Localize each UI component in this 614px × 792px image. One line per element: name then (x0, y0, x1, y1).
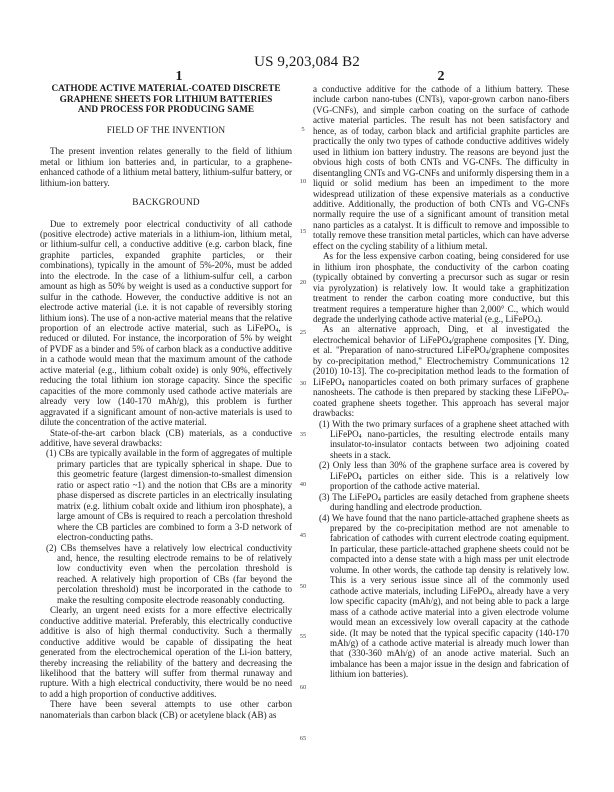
line-number: 50 (299, 583, 307, 590)
line-number: 65 (299, 735, 307, 742)
list-item: (2) Only less than 30% of the graphene surface area is covered by LiFePO$_4$ particles on either side. This is a relatively low proportion of the cathode active material. (319, 460, 569, 492)
paragraph: Clearly, an urgent need exists for a more effective electrically conductive additive material. Preferably, this electrically conductive additive is also of high thermal conductivity. Such a thermally conductive additive would be capable of dissipating the heat generated from the electrochemical operation of the Li-ion battery, thereby increasing the reliability of the battery and decreasing the likelihood that the battery will suffer from thermal runaway and rupture. With a high electrical conductivity, there would be no need to add a high proportion of conductive additives. (40, 605, 292, 699)
list-item: (1) With the two primary surfaces of a graphene sheet attached with LiFePO$_4$ nano-particles, the resulting electrode entails many insulator-to-insulator contacts between two adjoining coated sheets in a stack. (319, 418, 569, 460)
section-heading-field: FIELD OF THE INVENTION (106, 125, 226, 136)
column-number-right: 2 (437, 69, 445, 84)
list-item: (4) We have found that the nano particle-attached graphene sheets as prepared by the co-precipitation method are not amenable to fabrication of cathodes with current electrode coating equipment. In particular, these particle-attached graphene sheets could not be compacted into a dense state with a high mass per unit electrode volume. In other words, the cathode tap density is relatively low. This is a very serious issue since all of the commonly used cathode active materials, including LiFePO$_4$, already have a very low specific capacity (mAh/g), and not being able to pack a large mass of a cathode active material into a given electrode volume would mean an excessively low overall capacity at the cathode side. (It may be noted that the typical specific capacity (140-170 mAh/g) of a cathode active material is already much lower than that (330-360 mAh/g) of an anode active material. Such an imbalance has been a major issue in the design and fabrication of lithium ion batteries). (319, 512, 569, 680)
list-item: (2) CBs themselves have a relatively low electrical conductivity and, hence, the resulting electrode remains to be of relatively low conductivity even when the percolation threshold is reached. A relatively high proportion of CBs (far beyond the percolation threshold) must be incorporated in the cathode to make the resulting composite electrode reasonably conducting. (46, 542, 292, 605)
paragraph: As an alternative approach, Ding, et al investigated the electrochemical behavior of LiFePO$_4$/graphene composites [Y. Ding, et al. "Preparation of nano-structured LiFePO$_4$/graphene composites by co-precipitation method," Electrochemistry Communications 12 (2010) 10-13]. The co-precipitation method leads to the formation of LiFePO$_4$ nanoparticles coated on both primary surfaces of graphene nanosheets. The cathode is then prepared by stacking these LiFePO$_4$-coated graphene sheets together. This approach has several major drawbacks: (313, 324, 570, 419)
line-number: 40 (299, 481, 307, 488)
line-number: 25 (299, 329, 307, 336)
line-number: 35 (299, 431, 307, 438)
patent-number: US 9,203,084 B2 (254, 54, 360, 70)
paragraph: State-of-the-art carbon black (CB) materials, as a conductive additive, have several drawbacks: (40, 427, 292, 449)
paragraph: As for the less expensive carbon coating, being considered for use in lithium iron phosphate, the conductivity of the carbon coating (typically obtained by converting a precursor such as sugar or resin via pyrolyzation) is relatively low. It would take a graphitization treatment to render the carbon coating more conductive, but this treatment requires a temperature higher than 2,000° C., which would degrade the underlying cathode active material (e.g., LiFePO$_4$). (313, 251, 569, 325)
line-number: 10 (299, 178, 307, 185)
list-item: (3) The LiFePO$_4$ particles are easily detached from graphene sheets during handling and electrode production. (319, 491, 569, 513)
patent-title: CATHODE ACTIVE MATERIAL-COATED DISCRETE GRAPHENE SHEETS FOR LITHIUM BATTERIES AND PROCESS FOR PRODUCING SAME (51, 84, 281, 116)
list-item: (1) CBs are typically available in the form of aggregates of multiple primary particles that are typically spherical in shape. Due to this geometric feature (largest dimension-to-smallest dimension ratio or aspect ratio ~1) and the notion that CBs are a minority phase dispersed as discrete particles in an electrically insulating matrix (e.g. lithium cobalt oxide and lithium iron phosphate), a large amount of CBs is required to reach a percolation threshold where the CB particles are combined to form a 3-D network of electron-conducting paths. (46, 448, 292, 543)
paragraph: a conductive additive for the cathode of a lithium battery. These include carbon nano-tubes (CNTs), vapor-grown carbon nano-fibers (VG-CNFs), and simple carbon coating on the surface of cathode active material particles. The result has not been satisfactory and hence, as of today, carbon black and artificial graphite particles are practically the only two types of cathode conductive additives widely used in lithium ion battery industry. The reasons are beyond just the obvious high costs of both CNTs and VG-CNFs. The difficulty in disentangling CNTs and VG-CNFs and uniformly dispersing them in a liquid or solid medium has been an impediment to the more widespread utilization of these expensive materials as a conductive additive. Additionally, the production of both CNTs and VG-CNFs normally require the use of a significant amount of transition metal nano particles as a catalyst. It is difficult to remove and impossible to totally remove these transition metal particles, which can have adverse effect on the cycling stability of a lithium metal. (313, 84, 569, 251)
paragraph: The present invention relates generally to the field of lithium metal or lithium ion batteries and, in particular, to a graphene-enhanced cathode of a lithium metal battery, lithium-sulfur battery, or lithium-ion battery. (40, 146, 292, 188)
line-number: 45 (299, 532, 307, 539)
paragraph: Due to extremely poor electrical conductivity of all cathode (positive electrode) active materials in a lithium-ion, lithium metal, or lithium-sulfur cell, a conductive additive (e.g. carbon black, fine graphite particles, expanded graphite particles, or their combinations), typically in the amount of 5%-20%, must be added into the electrode. In the case of a lithium-sulfur cell, a carbon amount as high as 50% by weight is used as a conductive support for sulfur in the cathode. However, the conductive additive is not an electrode active material (i.e. it is not capable of reversibly storing lithium ions). The use of a non-active material means that the relative proportion of an electrode active material, such as LiFePO$_4$, is reduced or diluted. For instance, the incorporation of 5% by weight of PVDF as a binder and 5% of carbon black as a conductive additive in a cathode would mean that the maximum amount of the cathode active material (e.g., lithium cobalt oxide) is only 90%, effectively reducing the total lithium ion storage capacity. Since the specific capacities of the more commonly used cathode active materials are already very low (140-170 mAh/g), this problem is further aggravated if a significant amount of non-active materials is used to dilute the concentration of the active material. (40, 218, 293, 428)
column-number-left: 1 (175, 69, 183, 84)
line-number: 55 (299, 633, 307, 640)
left-column (40, 84, 292, 720)
line-number: 30 (299, 380, 307, 387)
paragraph: There have been several attempts to use other carbon nanomaterials than carbon black (CB) or acetylene black (AB) as (40, 699, 292, 720)
right-column (313, 84, 569, 680)
line-number: 60 (299, 684, 307, 691)
section-heading-background: BACKGROUND (132, 198, 200, 209)
line-number: 15 (299, 228, 307, 235)
line-number: 5 (301, 126, 305, 133)
line-number: 20 (299, 279, 307, 286)
